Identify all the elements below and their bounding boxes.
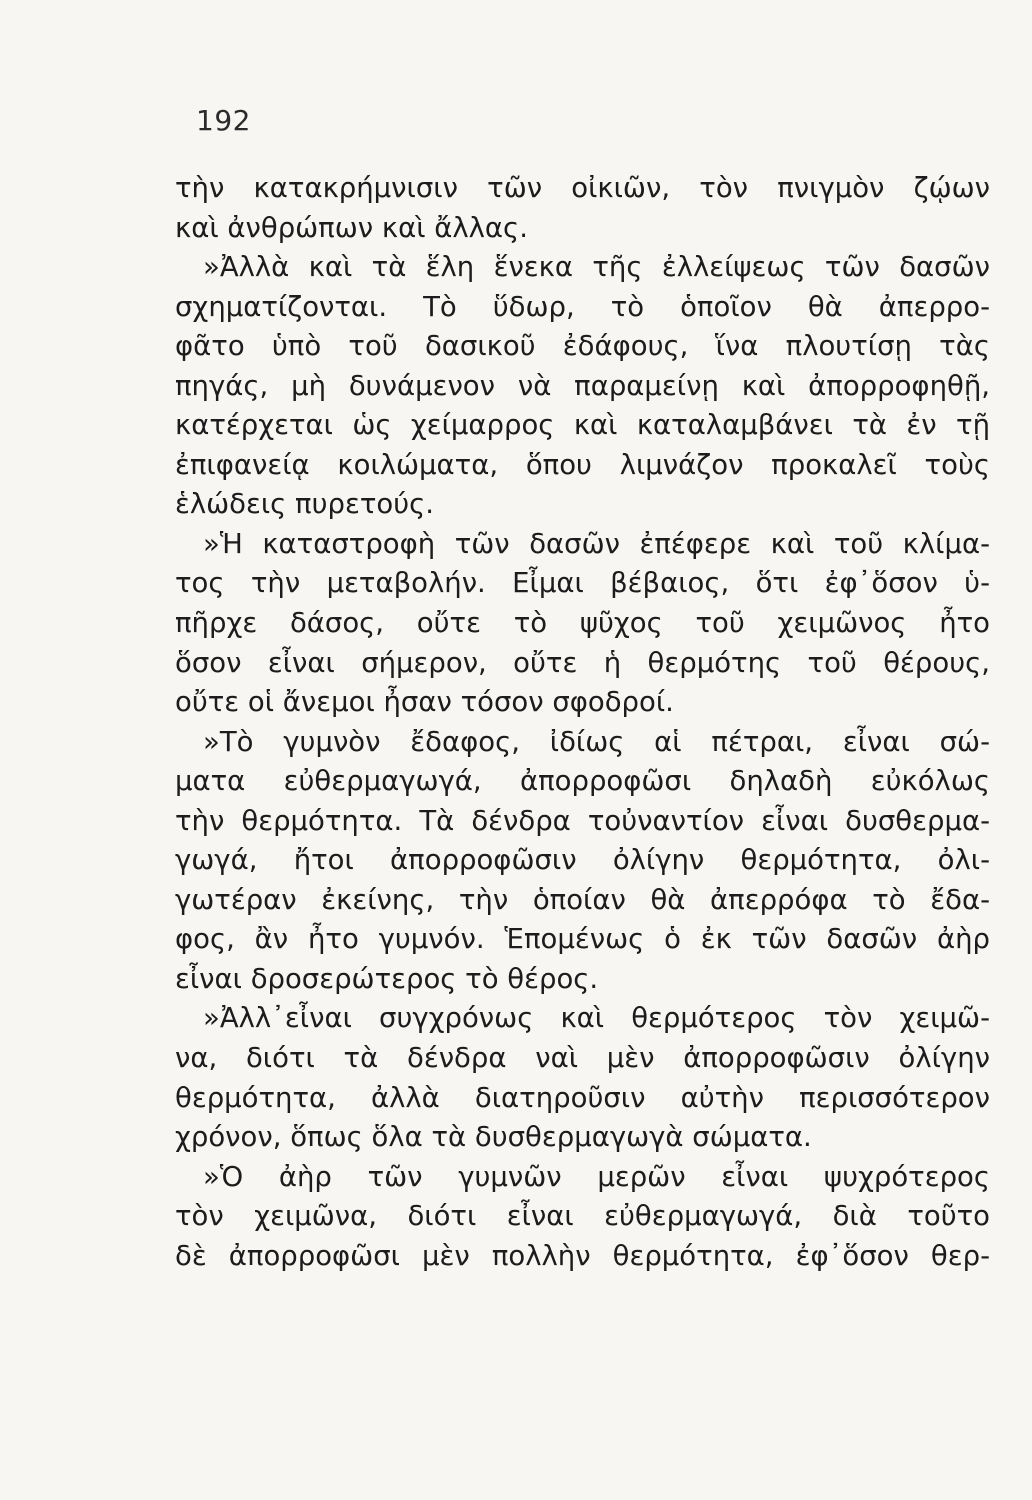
text-line: ἑλώδεις πυρετούς.: [175, 488, 435, 521]
text-line: τὴν θερμότητα. Τὰ δένδρα τοὐναντίον εἶναι δυσθερμα-: [175, 804, 990, 837]
text-line: πῆρχε δάσος, οὔτε τὸ ψῦχος τοῦ χειμῶνος ἦτο: [175, 607, 990, 640]
text-line: ματα εὐθερμαγωγά, ἀπορροφῶσι δηλαδὴ εὐκόλως: [175, 765, 990, 798]
text-line: καὶ ἀνθρώπων καὶ ἄλλας.: [175, 211, 528, 244]
text-line: χρόνον, ὅπως ὅλα τὰ δυσθερμαγωγὰ σώματα.: [175, 1121, 812, 1154]
text-line: γωτέραν ἐκείνης, τὴν ὁποίαν θὰ ἀπερρόφα τὸ ἔδα-: [175, 883, 990, 916]
text-line: ὅσον εἶναι σήμερον, οὔτε ἡ θερμότης τοῦ θέρους,: [175, 646, 990, 679]
text-line: πηγάς, μὴ δυνάμενον νὰ παραμείνῃ καὶ ἀπορροφηθῇ,: [175, 369, 990, 402]
text-line: κατέρχεται ὡς χείμαρρος καὶ καταλαμβάνει τὰ ἐν τῇ: [175, 409, 990, 442]
text-line: »Ἀλλὰ καὶ τὰ ἕλη ἕνεκα τῆς ἐλλείψεως τῶν δασῶν: [203, 251, 990, 284]
text-line: ἐπιφανείᾳ κοιλώματα, ὅπου λιμνάζον προκαλεῖ τοὺς: [175, 448, 990, 481]
text-line: οὔτε οἱ ἄνεμοι ἦσαν τόσον σφοδροί.: [175, 686, 674, 719]
text-line: θερμότητα, ἀλλὰ διατηροῦσιν αὐτὴν περισσότερον: [175, 1081, 990, 1114]
text-line: γωγά, ἤτοι ἀπορροφῶσιν ὀλίγην θερμότητα, ὀλι-: [175, 844, 990, 877]
text-line: »Ὁ ἀὴρ τῶν γυμνῶν μερῶν εἶναι ψυχρότερος: [203, 1160, 990, 1193]
text-line: να, διότι τὰ δένδρα ναὶ μὲν ἀπορροφῶσιν ὀλίγην: [175, 1042, 990, 1075]
text-line: φος, ἂν ἦτο γυμνόν. Ἑπομένως ὁ ἐκ τῶν δασῶν ἀὴρ: [175, 923, 990, 956]
text-line: »Τὸ γυμνὸν ἔδαφος, ἰδίως αἱ πέτραι, εἶναι σώ-: [203, 725, 990, 758]
text-line: τος τὴν μεταβολήν. Εἶμαι βέβαιος, ὅτι ἐφ᾽ὅσον ὑ-: [175, 567, 990, 600]
text-line: τὸν χειμῶνα, διότι εἶναι εὐθερμαγωγά, διὰ τοῦτο: [175, 1200, 990, 1233]
page-number: 192: [196, 104, 251, 137]
text-line: τὴν κατακρήμνισιν τῶν οἰκιῶν, τὸν πνιγμὸν ζῴων: [175, 172, 990, 204]
text-line: δὲ ἀπορροφῶσι μὲν πολλὴν θερμότητα, ἐφ᾽ὅσον θερ-: [175, 1239, 990, 1272]
text-line: »Ἀλλ᾽εἶναι συγχρόνως καὶ θερμότερος τὸν χειμῶ-: [203, 1002, 990, 1035]
text-line: σχηματίζονται. Τὸ ὕδωρ, τὸ ὁποῖον θὰ ἀπερρο-: [175, 290, 990, 323]
text-line: φᾶτο ὑπὸ τοῦ δασικοῦ ἐδάφους, ἵνα πλουτίσῃ τὰς: [175, 330, 990, 363]
body-text: [175, 169, 990, 1276]
text-line: εἶναι δροσερώτερος τὸ θέρος.: [175, 962, 599, 995]
text-line: »Ἡ καταστροφὴ τῶν δασῶν ἐπέφερε καὶ τοῦ κλίμα-: [203, 527, 990, 560]
